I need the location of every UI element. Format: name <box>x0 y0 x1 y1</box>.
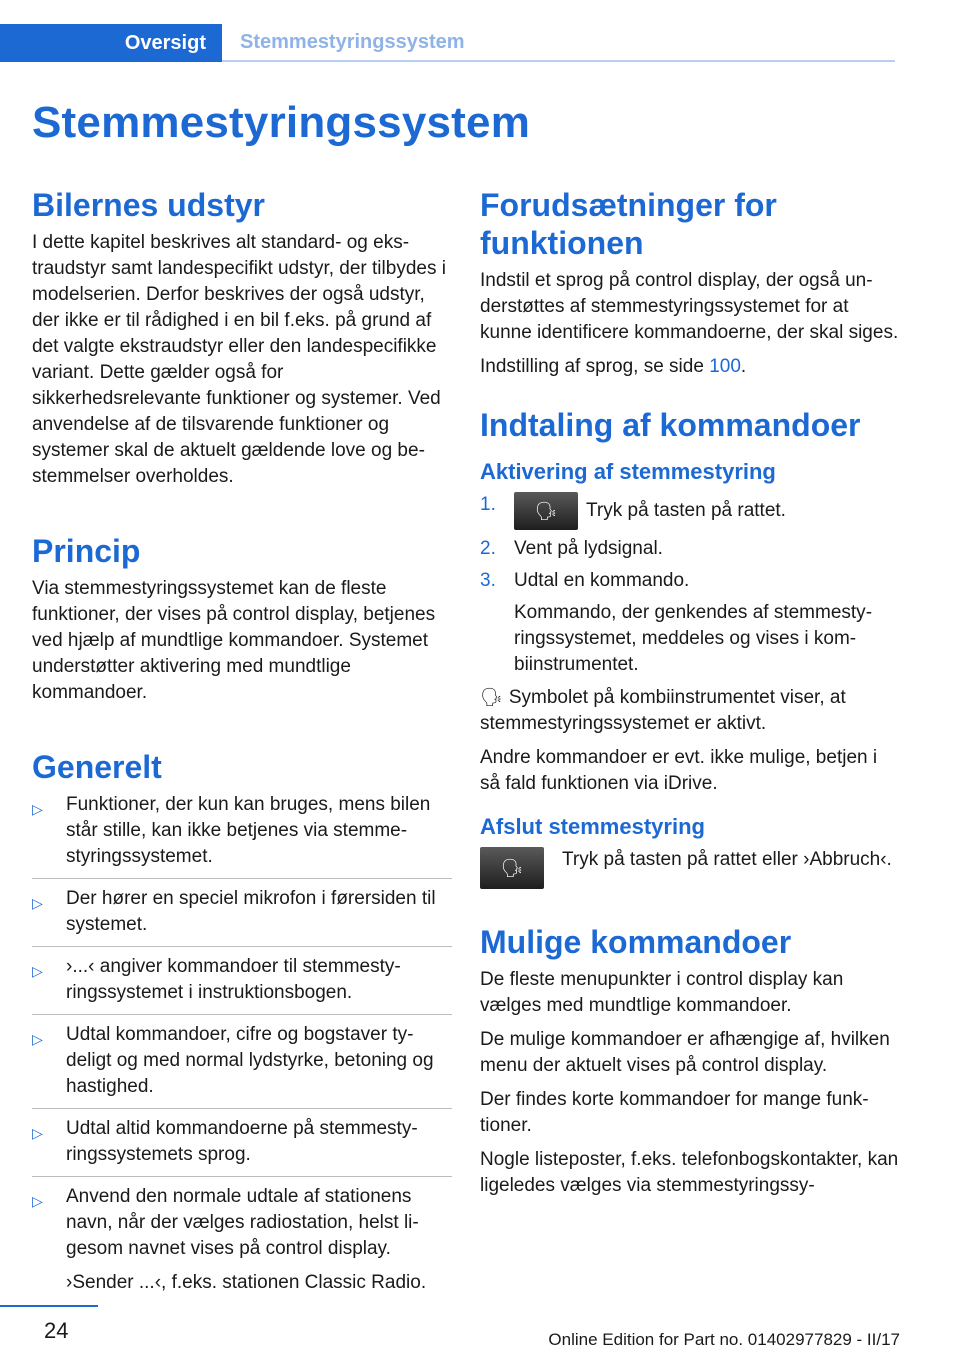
list-item: ▷ ›...‹ angiver kommandoer til stemmestyringssystemet i instruktionsbogen. <box>32 954 452 1015</box>
page-number: 24 <box>44 1318 69 1343</box>
page-title: Stemmestyringssystem <box>32 98 531 147</box>
list-item: ▷ Anvend den normale udtale af stationens navn, når der vælges radiostation, helst ligesom navnet vises på control display. ›Sender ...‹, f.eks. stationen Classic Radio. <box>32 1184 452 1296</box>
paragraph-andre: Andre kommandoer er evt. ikke mulige, betjen i så fald funktionen via iDrive. <box>480 747 878 794</box>
paragraph-mulige-2: De mulige kommandoer er afhængige af, hvilken menu der aktuelt vises på control display. <box>480 1029 890 1076</box>
step-item: 2. Vent på lydsignal. <box>480 538 663 559</box>
step-item: 1. 🗣 Tryk på tasten på rattet. <box>480 492 900 530</box>
paragraph-symbol: 🗣 Symbolet på kombiinstrumentet viser, at stemmestyringssystemet er aktivt. <box>480 687 846 734</box>
heading-indtaling: Indtaling af kommandoer <box>480 407 861 443</box>
paragraph-princip: Via stemmestyringssystemet kan de fleste funktioner, der vises på control display, betjenes ved hjælp af mundtlige kommandoer. Systemet understøtter aktivering med mundtlige kommandoer. <box>32 578 436 703</box>
tab-oversigt[interactable]: Oversigt <box>0 24 222 62</box>
voice-active-symbol-icon: 🗣 <box>480 687 503 707</box>
heading-forudsaetninger: Forudsætninger for funktionen <box>480 187 777 261</box>
list-item: ▷ Funktioner, der kun kan bruges, mens bilen står stille, kan ikke betjenes via stemmestyringssystemet. <box>32 792 452 879</box>
right-column <box>480 186 900 1207</box>
heading-generelt: Generelt <box>32 749 162 785</box>
list-item: ▷ Der hører en speciel mikrofon i førersiden til systemet. <box>32 886 452 947</box>
tab-stemmestyringssystem[interactable]: Stemmestyringssystem <box>222 24 895 62</box>
step-item: 3. Udtal en kommando. Kommando, der genkendes af stemmestyringssystemet, meddeles og vises i kombiinstrumentet. <box>480 568 900 678</box>
paragraph-udstyr: I dette kapitel beskrives alt standard- og ekstraudstyr samt landespecifikt udstyr, der tilbydes i modelserien. Derfor beskrives der også udstyr, der ikke er til rådighed i en bil f.eks. på grund af det valgte ekstraudstyr eller den landespecifikke variant. Dette gælder også for sikkerhedsrelevante funktioner og systemer. Ved anvendelse af de tilsvarende funktioner og systemer skal de aktuelt gældende love og bestemmelser overholdes. <box>32 232 446 487</box>
footer-divider <box>0 1305 98 1307</box>
paragraph-forudsaetninger: Indstil et sprog på control display, der også understøttes af stemmestyringssystemet for at kunne identificere kommandoerne, der skal siges. <box>480 270 899 343</box>
step3-note: Kommando, der genkendes af stemmestyringssystemet, meddeles og vises i kombiinstrumentet. <box>514 602 873 675</box>
list-item: ▷ Udtal altid kommandoerne på stemmestyringssystemets sprog. <box>32 1116 452 1177</box>
heading-bilernes-udstyr: Bilernes udstyr <box>32 187 265 223</box>
triangle-bullet-icon: ▷ <box>32 1193 43 1209</box>
triangle-bullet-icon: ▷ <box>32 1031 43 1047</box>
paragraph-mulige-1: De fleste menupunkter i control display kan vælges med mundtlige kommandoer. <box>480 969 844 1016</box>
triangle-bullet-icon: ▷ <box>32 963 43 979</box>
heading-princip: Princip <box>32 533 141 569</box>
triangle-bullet-icon: ▷ <box>32 801 43 817</box>
subheading-aktivering: Aktivering af stemmestyring <box>480 459 776 484</box>
steps-list <box>480 492 900 678</box>
voice-command-button-icon: 🗣 <box>480 847 544 889</box>
triangle-bullet-icon: ▷ <box>32 895 43 911</box>
page-ref-link[interactable]: 100 <box>709 356 741 377</box>
heading-mulige: Mulige kommandoer <box>480 924 792 960</box>
paragraph-sprog-ref: Indstilling af sprog, se side 100. <box>480 356 747 377</box>
generelt-list <box>32 792 452 1296</box>
left-column <box>32 186 452 1303</box>
voice-command-button-icon: 🗣 <box>514 492 578 530</box>
bullet-note: ›Sender ...‹, f.eks. stationen Classic Radio. <box>66 1272 427 1293</box>
paragraph-mulige-4: Nogle listeposter, f.eks. telefonbogskontakter, kan ligeledes vælges via stemmestyringssy- <box>480 1149 899 1196</box>
edition-text: Online Edition for Part no. 01402977829 - II/17 <box>548 1330 900 1349</box>
afslut-row <box>480 847 900 889</box>
list-item: ▷ Udtal kommandoer, cifre og bogstaver tydeligt og med normal lydstyrke, betoning og hastighed. <box>32 1022 452 1109</box>
subheading-afslut: Afslut stemmestyring <box>480 814 705 839</box>
triangle-bullet-icon: ▷ <box>32 1125 43 1141</box>
afslut-text: Tryk på tasten på rattet eller ›Abbruch‹. <box>562 849 892 870</box>
paragraph-mulige-3: Der findes korte kommandoer for mange funktioner. <box>480 1089 869 1136</box>
header-bar <box>0 24 895 62</box>
